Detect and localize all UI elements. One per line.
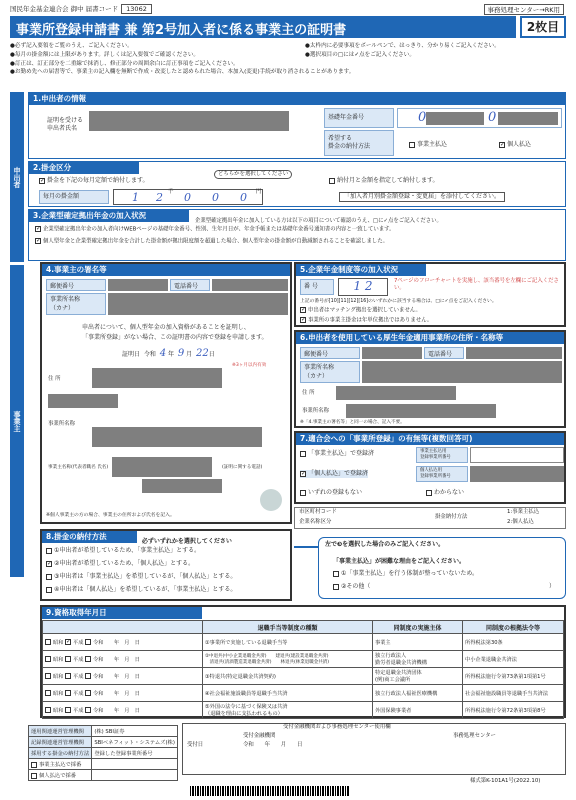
reception-area [182, 723, 566, 775]
opt-unknown[interactable]: わからない [426, 489, 464, 497]
side-label-applicant: 申出者 [10, 92, 24, 262]
section-9 [40, 605, 566, 718]
owner-redacted [112, 457, 212, 477]
opt-individual-payment[interactable]: ✓ 個人払込 [500, 140, 532, 148]
certification-text-1: 申出者について、個人型年金の加入資格があることを証明し、 [82, 324, 250, 331]
certification-date[interactable]: 証明日 令和 4 年 9 月 22日 [122, 348, 215, 359]
section-3 [28, 209, 566, 261]
table-row: 昭和 平成 令和 年 月 日 ④社会福祉施設職員等退職手当共済 独立行政法人福祉医療機構 社会福祉施設職員等退職手当共済法 [43, 685, 564, 702]
footer-opt-1[interactable]: 事業主払込で採番 [29, 759, 92, 770]
muni-code-label: 市区町村コード [299, 509, 337, 515]
section-1 [28, 92, 566, 159]
municipality-block [294, 507, 566, 529]
office-kana-redacted [108, 293, 288, 315]
s6-address-label: 住 所 [302, 390, 315, 396]
form-title: 事業所登録申請書 兼 第2号加入者に係る事業主の証明書 [10, 16, 516, 38]
office-kana-label: 事業所名称 （カナ） [46, 293, 106, 315]
reg-employer-label: 事業主払込用 登録事業所番号 [416, 447, 468, 463]
muni-opt1: 1:事業主払込 [507, 509, 540, 515]
section-8 [40, 529, 292, 601]
s6-address-redacted [336, 386, 456, 400]
owner-phone-label: (証明に関する電話) [222, 465, 263, 470]
dc-check-2[interactable]: ✓ 個人型年金と企業型確定拠出年金を合計した掛金額が拠出限度額を超過した場合、個人型年金の掛金額が自動減額されることを確認しました。 [36, 237, 389, 245]
muni-pay-label: 掛金納付方法 [435, 514, 468, 520]
section-4-header: 4.事業主の署名等 [42, 264, 290, 276]
opt-not-registered[interactable]: いずれの登録もない [300, 489, 362, 497]
col-law: 同制度の根拠法令等 [463, 621, 564, 634]
section-6 [294, 330, 566, 428]
section-8-reason [318, 537, 566, 599]
side-label-employer: 事業主 [10, 265, 24, 577]
opt-registered-individual[interactable]: ✓ 「個人払込」で登録済 [301, 469, 369, 477]
section-1-header: 1.申出者の情報 [29, 93, 565, 105]
s6-office-label: 事業所名称 [302, 408, 329, 414]
section-5 [294, 262, 566, 327]
reception-date-label: 受付日 [187, 742, 204, 748]
applicant-name-redacted [89, 111, 289, 131]
barcode [190, 786, 350, 796]
applicant-name-label: 証明を受ける 申出者氏名 [47, 117, 84, 132]
postal-redacted [108, 279, 168, 291]
form-header-left: 国民年金基金連合会 御中 届書コード 13062 [10, 4, 152, 14]
pension-number-label: 基礎年金番号 [324, 108, 394, 128]
processing-center-label: 事務処理センター [453, 733, 496, 739]
matching-check[interactable]: ✓ 申出者はマッチング拠出を選択していません。 [301, 306, 421, 314]
s6-note: ※「4.事業主の署名等」と同一の場合、記入不要。 [300, 420, 405, 425]
plan-number-field[interactable]: 1 2 [338, 278, 388, 296]
reg-individual-redacted [470, 466, 564, 482]
reason-opt-1[interactable]: ①「事業主払込」を行う体制が整っていないため。 [333, 570, 478, 578]
date-cell[interactable]: 昭和 平成 令和 年 月 日 [43, 668, 203, 685]
form-header-right: 事務処理センター→RK用 [484, 4, 564, 15]
address-label: 住 所 [48, 376, 61, 382]
date-validity-note: ※3ヶ月以内有効 [232, 363, 267, 368]
s6-office-kana-label: 事業所名称 （カナ） [300, 361, 360, 383]
monthly-amount-field[interactable]: 1 2 千 0 0 0 円 [113, 189, 263, 205]
choose-one-note: どちらかを選択してください [214, 170, 292, 179]
pay-opt-2[interactable]: ✓ ②申出者が希望しているため、「個人払込」とする。 [47, 559, 195, 567]
section-9-header: 9.資格取得年月日 [42, 607, 202, 619]
section-7 [294, 431, 566, 504]
s6-phone-redacted [466, 347, 562, 359]
dc-check-1[interactable]: ✓ 企業型確定拠出年金の加入者向けWEBページの基礎年金番号、性別、生年月日が、年金手帳または基礎年金番号通知書の内容と一致しています。 [36, 225, 395, 233]
section-8-sub: 必ずいずれかを選択してください [141, 538, 232, 545]
section-5-header: 5.企業年金制度等の加入状況 [296, 264, 426, 276]
form-number: 様式第K-101A1号(2022.10) [470, 778, 541, 784]
reception-title: 受付金融機関および事務処理センター使用欄 [283, 724, 391, 730]
connector-line [294, 546, 318, 548]
s6-office-kana-redacted [362, 361, 562, 383]
reception-bank-label: 受付金融機関 [243, 733, 276, 739]
address-redacted-2 [48, 394, 118, 408]
attach-form-note: 「加入者月別掛金額登録・変更届」を添付してください。 [339, 192, 505, 202]
pay-opt-3[interactable]: ③申出者は「事業主払込」を希望しているが、「個人払込」とする。 [46, 573, 236, 581]
reg-employer-field[interactable] [470, 447, 564, 463]
section-8-header: 8.掛金の納付方法 [42, 531, 137, 543]
pension-number-field[interactable]: 0 0 [397, 108, 562, 128]
table-row: 昭和 平成 令和 年 月 日 ②中退共(中小企業退職金共済) 建退共(建設業退職金共済) 清退共(清酒製造業退職金共済) 林退共(林業退職金共済) 独立行政法人 勤労者退職金共済機構 中小企業退職金共済法 [43, 651, 564, 668]
date-cell[interactable]: 昭和 平成 令和 年 月 日 [43, 685, 203, 702]
date-cell[interactable]: 昭和 平成 令和 年 月 日 [43, 651, 203, 668]
address-redacted [92, 368, 222, 388]
phone-label: 電話番号 [170, 279, 210, 291]
qualification-table [42, 620, 564, 719]
s6-office-redacted [346, 404, 496, 418]
phone-redacted [212, 279, 288, 291]
s6-postal-redacted [362, 347, 422, 359]
flowchart-note: 7ページのフローチャートを実施し、該当番号を左欄にご記入ください。 [394, 278, 559, 292]
company-seal [260, 489, 282, 511]
owner-redacted-2 [142, 479, 222, 493]
table-row: 昭和 ✓ 平成 令和 年 月 日 ①事業所で実施している退職手当等 事業主 所得税法第30条 [43, 634, 564, 651]
reason-opt-2[interactable]: ②その他（ [333, 583, 370, 591]
date-cell[interactable]: 昭和 平成 令和 年 月 日 [43, 702, 203, 719]
opt-employer-payment[interactable]: 事業主払込 [409, 141, 447, 149]
certification-text-2: 「事業所登録」がない場合、この証明書の内容で登録を申請します。 [82, 334, 268, 341]
section-3-sub: 企業型確定拠出年金に加入している方は以下の項目について確認のうえ、□に✓点をご記入ください。 [194, 218, 442, 224]
footer-table: 運用関連運営管理機関 (株) SBI証券 記録関連運営管理機関 SBIベネフィット・システムズ(株) 採用する掛金の納付方法 登録した登録事業所番号 事業主払込で採番 個人払込で採番 [28, 725, 178, 781]
monthly-amount-label: 毎月の掛金額 [39, 190, 109, 204]
office-name-redacted [92, 427, 262, 447]
opt-specified-months[interactable]: 納付月と金額を指定して納付します。 [329, 177, 439, 185]
reason-paren: ） [549, 583, 556, 590]
s6-postal-label: 郵便番号 [300, 347, 360, 359]
annual-contribution-check[interactable]: ✓ 事業所の事業主掛金は年単位拠出ではありません。 [301, 316, 433, 324]
reason-title: 左で❸を選択した場合のみご記入ください。 [325, 541, 445, 548]
owner-note: ※個人事業主の方の場合、事業主の住所および氏名を記入。 [46, 513, 175, 518]
section-2 [28, 161, 566, 207]
owner-label: 事業主名称(代表者職名 氏名) [48, 465, 109, 470]
col-body: 同制度の実施主体 [373, 621, 463, 634]
opt-registered-employer[interactable]: 「事業主払込」で登録済 [300, 450, 374, 458]
copy-number: 2枚目 [520, 16, 566, 38]
section-3-header: 3.企業型確定拠出年金の加入状況 [29, 210, 189, 222]
table-row: 昭和 平成 令和 年 月 日 ⑤外国の法令に基づく保険又は共済 （退職を理由に支払われるもの） 外国保険事業者 所得税法施行令第72条第3項第8号 [43, 702, 564, 719]
pay-opt-1[interactable]: ①申出者が希望しているため、「事業主払込」とする。 [46, 547, 200, 555]
office-name-label: 事業所名称 [48, 421, 75, 427]
postal-label: 郵便番号 [46, 279, 106, 291]
company-class-label: 企業名称区分 [299, 519, 332, 525]
col-type: 退職手当等制度の種類 [203, 621, 373, 634]
s6-phone-label: 電話番号 [424, 347, 464, 359]
date-cell[interactable]: 昭和 ✓ 平成 令和 年 月 日 [43, 634, 203, 651]
plan-number-label: 番 号 [300, 279, 334, 295]
table-row: 昭和 平成 令和 年 月 日 ③特退共(特定退職金共済契約) 特定退職金共済団体 (例)商工会議所 所得税法施行令第73条第1項第1号 [43, 668, 564, 685]
section-7-header: 7.適合会への「事業所登録」の有無等(複数回答可) [296, 433, 564, 445]
payment-method-label: 希望する 掛金の納付方法 [324, 130, 394, 156]
reason-question: 「事業主払込」が困難な理由をご記入ください。 [333, 558, 466, 565]
reception-date[interactable]: 令和 年 月 日 [243, 742, 303, 748]
plan-check-note: 上記の番号が[10][11][12][16]のいずれかに該当する場合は、□に✓点をご記入ください。 [300, 299, 497, 304]
section-2-header: 2.掛金区分 [29, 162, 139, 174]
footer-opt-2[interactable]: 個人払込で採番 [29, 770, 92, 781]
section-6-header: 6.申出者を使用している厚生年金適用事業所の住所・名称等 [296, 332, 564, 344]
muni-opt2: 2:個人払込 [507, 519, 534, 525]
opt-monthly-fixed[interactable]: ✓ 掛金を下記の毎月定額で納付します。 [40, 176, 149, 184]
reg-individual-label: 個人払込用 登録事業所番号 [416, 466, 468, 482]
pay-opt-4[interactable]: ④申出者は「個人払込」を希望しているが、「事業主払込」とする。 [46, 586, 236, 594]
section-4 [40, 262, 292, 524]
